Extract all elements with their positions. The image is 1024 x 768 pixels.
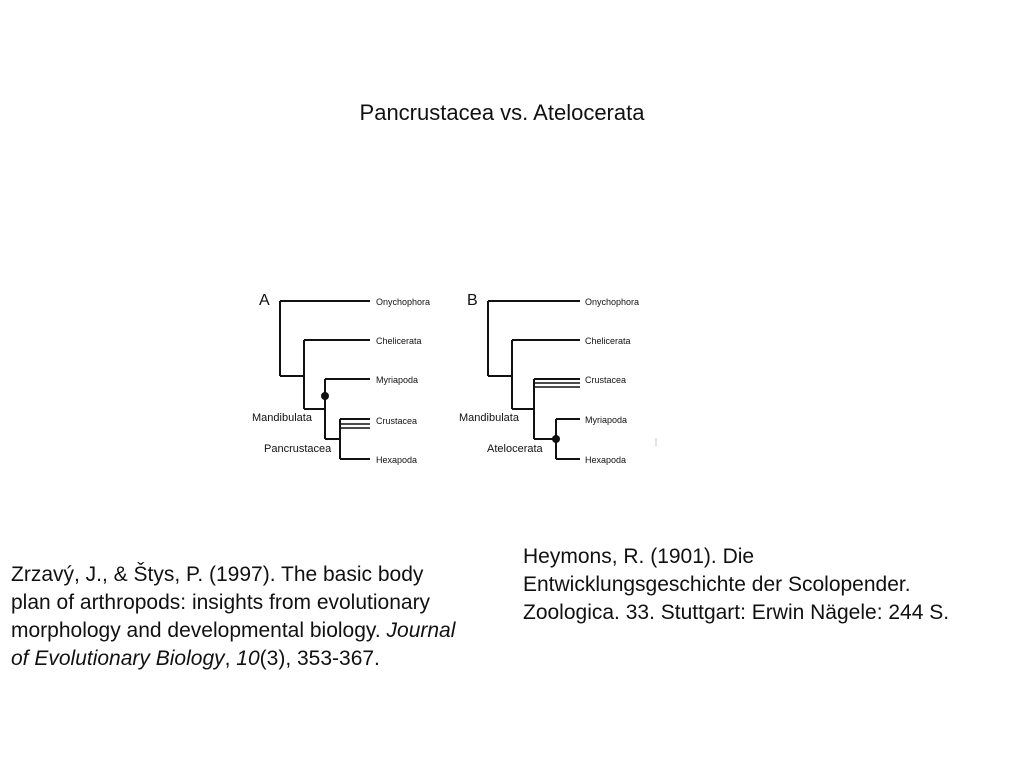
panel-a-taxon-label: Hexapoda xyxy=(376,455,418,465)
reference-left xyxy=(11,561,461,673)
panel-b-taxon-label: Crustacea xyxy=(585,375,627,385)
reference-left-pages: (3), 353-367. xyxy=(259,647,380,670)
panel-a-clade-label: Mandibulata xyxy=(252,412,312,424)
reference-right: Heymons, R. (1901). Die Entwicklungsgeschichte der Scolopender. Zoologica. 33. Stuttgart: Erwin Nägele: 244 S. xyxy=(523,545,950,624)
slide-title: Pancrustacea vs. Atelocerata xyxy=(359,100,645,125)
panel-b-taxon-label: Myriapoda xyxy=(585,415,628,425)
reference-left-separator: , xyxy=(224,647,237,670)
panel-a-taxon-label: Myriapoda xyxy=(376,375,419,385)
cladogram-panel-a xyxy=(280,301,370,459)
reference-left-journal: Journal of Evolutionary Biology xyxy=(11,619,456,670)
cladogram-panel-b xyxy=(488,301,656,459)
panel-a-taxon-label: Crustacea xyxy=(376,416,418,426)
reference-left-volume: 10 xyxy=(236,647,260,670)
phylogeny-figure xyxy=(240,278,670,473)
panel-b-clade-label: Atelocerata xyxy=(487,443,543,455)
panel-b-taxon-label: Onychophora xyxy=(585,297,640,307)
panel-b-clade-label: Mandibulata xyxy=(459,412,519,424)
panel-b-label: B xyxy=(467,292,478,309)
panel-a-taxon-label: Chelicerata xyxy=(376,336,422,346)
panel-a-clade-label: Pancrustacea xyxy=(264,443,332,455)
panel-b-taxon-label: Hexapoda xyxy=(585,455,627,465)
panel-a-label: A xyxy=(259,292,270,309)
reference-left-authors: Zrzavý, J., & Štys, P. (1997). The basic body plan of arthropods: insights from evolutionary morphology and developmental biology. xyxy=(11,563,431,642)
node-marker xyxy=(552,435,560,443)
cladogram-svg xyxy=(240,278,670,468)
panel-a-taxon-label: Onychophora xyxy=(376,297,431,307)
node-marker xyxy=(321,392,329,400)
panel-b-taxon-label: Chelicerata xyxy=(585,336,631,346)
